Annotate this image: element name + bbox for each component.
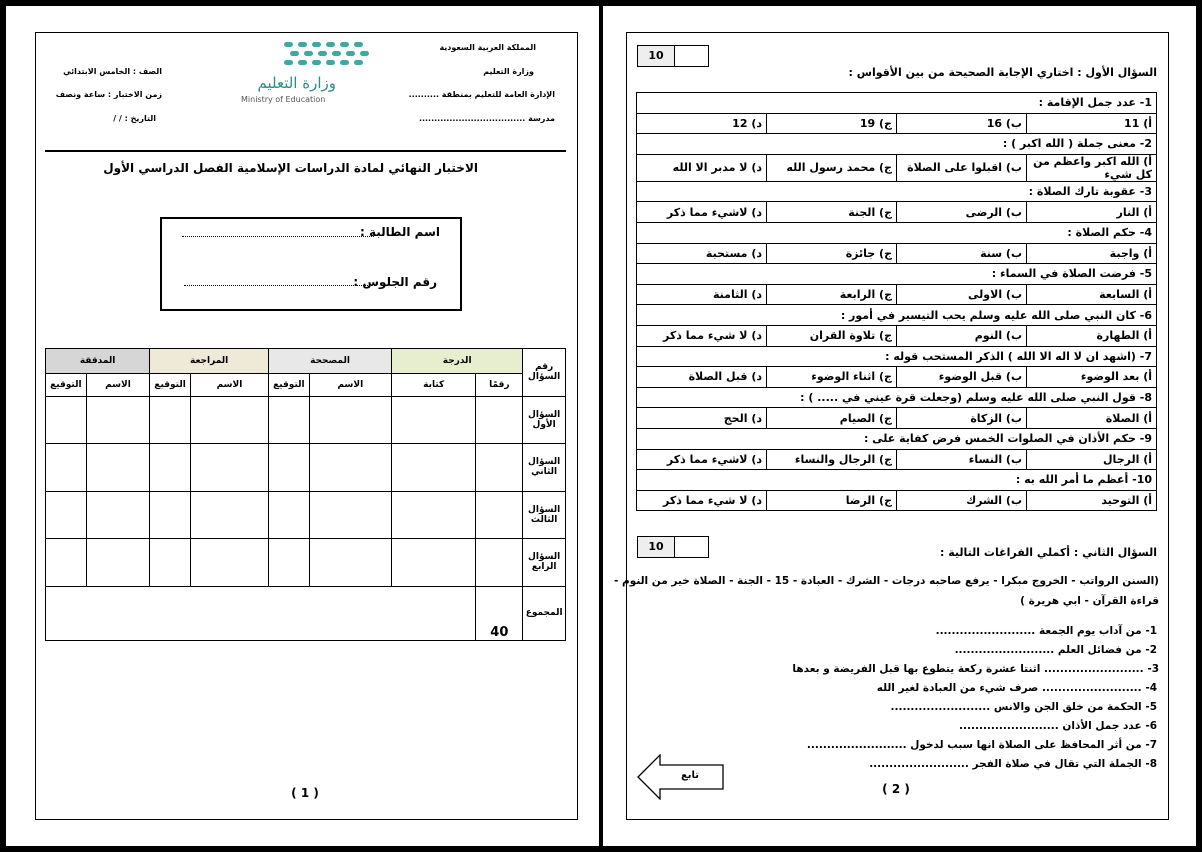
school-label: مدرسة ................................... <box>418 114 555 123</box>
option-cell[interactable]: ب) الزكاة <box>897 408 1027 429</box>
total-label: المجموع <box>523 586 566 640</box>
seat-number-field[interactable] <box>184 285 368 286</box>
options-row <box>637 202 1157 223</box>
question-stem: 7- (اشهد ان لا اله الا الله ) الذكر المستحب قوله : <box>637 346 1157 367</box>
option-cell[interactable]: أ) الله اكبر واعظم من كل شيء <box>1027 154 1157 181</box>
options-row <box>637 408 1157 429</box>
col-auditor-sign: التوقيع <box>46 373 87 396</box>
option-cell[interactable]: ج) تلاوة القران <box>767 325 897 346</box>
option-cell[interactable]: د) 12 <box>637 113 767 134</box>
fill-blank-item[interactable]: 2- من فضائل العلم ......................... <box>954 644 1157 656</box>
page-number-1: ( 1 ) <box>291 786 319 800</box>
option-cell[interactable]: ب) اقبلوا على الصلاة <box>897 154 1027 181</box>
duration-label: زمن الاختبار : ساعة ونصف <box>55 90 162 99</box>
q1-score-box <box>637 45 709 67</box>
options-row <box>637 325 1157 346</box>
ministry-label: وزارة التعليم <box>483 67 534 76</box>
option-cell[interactable]: ج) الجنة <box>767 202 897 223</box>
option-cell[interactable]: ج) اثناء الوضوء <box>767 367 897 388</box>
option-cell[interactable]: أ) واجبة <box>1027 243 1157 264</box>
fill-blank-item[interactable]: 6- عدد جمل الأذان ......................... <box>959 720 1157 732</box>
header-divider <box>45 150 566 152</box>
option-cell[interactable]: أ) الصلاة <box>1027 408 1157 429</box>
option-cell[interactable]: د) لا مدبر الا الله <box>637 154 767 181</box>
grade-label: الصف : الخامس الابتدائي <box>63 67 162 76</box>
option-cell[interactable]: ب) النوم <box>897 325 1027 346</box>
q1-score: 10 <box>638 46 675 66</box>
question-row <box>637 134 1157 155</box>
fill-blank-item[interactable]: 8- الجملة التي تقال في صلاة الفجر ......................... <box>869 758 1157 770</box>
fill-blank-item[interactable]: 3- ......................... اثنتا عشرة ركعة يتطوع بها قبل الفريضة و بعدها <box>792 663 1159 675</box>
option-cell[interactable]: أ) الطهارة <box>1027 325 1157 346</box>
seat-number-label: رقم الجلوس : <box>353 275 437 289</box>
grade-table <box>45 348 566 641</box>
option-cell[interactable]: د) لا شيء مما ذكر <box>637 490 767 511</box>
col-reviewer-name: الاسم <box>190 373 268 396</box>
col-grade-text: كتابة <box>391 373 475 396</box>
question-row <box>637 222 1157 243</box>
q2-score-box <box>637 536 709 558</box>
table-row <box>46 539 566 587</box>
question-stem: 6- كان النبي صلى الله عليه وسلم يحب التيسير في أمور : <box>637 305 1157 326</box>
option-cell[interactable]: ب) 16 <box>897 113 1027 134</box>
col-corrector-name: الاسم <box>309 373 391 396</box>
logo-english: Ministry of Education <box>241 95 326 104</box>
option-cell[interactable]: أ) بعد الوضوء <box>1027 367 1157 388</box>
options-row <box>637 449 1157 470</box>
row-label: السؤال الثالث <box>523 491 566 539</box>
col-auditor-header: المدققة <box>46 349 150 374</box>
option-cell[interactable]: ب) الرضى <box>897 202 1027 223</box>
option-cell[interactable]: ب) النساء <box>897 449 1027 470</box>
option-cell[interactable]: د) لاشيء مما ذكر <box>637 202 767 223</box>
ministry-logo-icon <box>278 40 374 70</box>
question-row <box>637 305 1157 326</box>
option-cell[interactable]: ج) الصيام <box>767 408 897 429</box>
kingdom-label: المملكة العربية السعودية <box>439 43 536 52</box>
question-stem: 5- فرضت الصلاة في السماء : <box>637 264 1157 285</box>
student-name-field[interactable] <box>182 236 374 237</box>
table-row <box>46 444 566 492</box>
logo-arabic: وزارة التعليم <box>257 74 336 92</box>
option-cell[interactable]: د) مستحبة <box>637 243 767 264</box>
question-stem: 8- قول النبي صلى الله عليه وسلم (وجعلت قرة عيني في ..... ) : <box>637 387 1157 408</box>
option-cell[interactable]: د) لا شيء مما ذكر <box>637 325 767 346</box>
q1-table <box>636 92 1157 511</box>
option-cell[interactable]: أ) الرجال <box>1027 449 1157 470</box>
option-cell[interactable]: أ) النار <box>1027 202 1157 223</box>
options-row <box>637 243 1157 264</box>
question-stem: 9- حكم الأذان في الصلوات الخمس فرض كفاية على : <box>637 428 1157 449</box>
col-question-header: رقم السؤال <box>523 349 566 397</box>
option-cell[interactable]: د) الثامنة <box>637 284 767 305</box>
row-label: السؤال الأول <box>523 396 566 444</box>
q2-word-bank-line2: قراءة القرآن - ابي هريرة ) <box>1020 595 1159 607</box>
question-stem: 4- حكم الصلاة : <box>637 222 1157 243</box>
option-cell[interactable]: ج) جائزة <box>767 243 897 264</box>
question-row <box>637 93 1157 114</box>
options-row <box>637 367 1157 388</box>
option-cell[interactable]: ب) الشرك <box>897 490 1027 511</box>
col-reviewer-header: المراجعة <box>150 349 269 374</box>
option-cell[interactable]: ج) الرضا <box>767 490 897 511</box>
student-name-label: اسم الطالبة : <box>360 225 440 239</box>
table-row <box>46 396 566 444</box>
option-cell[interactable]: د) الحج <box>637 408 767 429</box>
option-cell[interactable]: أ) 11 <box>1027 113 1157 134</box>
question-row <box>637 428 1157 449</box>
options-row <box>637 154 1157 181</box>
q2-word-bank-line1: (السنن الرواتب - الخروج مبكرا - يرفع صاحبه درجات - الشرك - العبادة - 15 - الجنة - الصلاة خير من النوم - <box>614 575 1159 587</box>
option-cell[interactable]: ج) الرجال والنساء <box>767 449 897 470</box>
admin-label: الإدارة العامة للتعليم بمنطقة .......... <box>408 90 555 99</box>
fill-blank-item[interactable]: 5- الحكمة من خلق الجن والانس ......................... <box>890 701 1157 713</box>
question-row <box>637 387 1157 408</box>
total-value: 40 <box>476 586 523 640</box>
q2-score: 10 <box>638 537 675 557</box>
fill-blank-item[interactable]: 7- من أثر المحافظ على الصلاة انها سبب لدخول ......................... <box>806 739 1157 751</box>
fill-blank-item[interactable]: 1- من آداب يوم الجمعة ......................... <box>935 625 1157 637</box>
col-corrector-header: المصححة <box>269 349 392 374</box>
option-cell[interactable]: ب) سنة <box>897 243 1027 264</box>
option-cell[interactable]: ج) محمد رسول الله <box>767 154 897 181</box>
q2-title: السؤال الثاني : أكملي الفراغات التالية : <box>940 546 1157 559</box>
question-row <box>637 470 1157 491</box>
option-cell[interactable]: ب) الاولى <box>897 284 1027 305</box>
option-cell[interactable]: د) لاشيء مما ذكر <box>637 449 767 470</box>
option-cell[interactable]: ج) الرابعة <box>767 284 897 305</box>
col-reviewer-sign: التوقيع <box>150 373 191 396</box>
table-row <box>46 491 566 539</box>
option-cell[interactable]: أ) التوحيد <box>1027 490 1157 511</box>
row-label: السؤال الثاني <box>523 444 566 492</box>
question-row <box>637 264 1157 285</box>
exam-title: الاختبار النهائي لمادة الدراسات الإسلامية الفصل الدراسي الأول <box>103 161 478 175</box>
options-row <box>637 113 1157 134</box>
q1-title: السؤال الأول : اختاري الإجابة الصحيحة من بين الأقواس : <box>848 66 1157 79</box>
option-cell[interactable]: ب) قبل الوضوء <box>897 367 1027 388</box>
options-row <box>637 490 1157 511</box>
date-label: التاريخ : / / <box>113 114 156 123</box>
col-auditor-name: الاسم <box>86 373 150 396</box>
page-number-2: ( 2 ) <box>882 782 910 796</box>
option-cell[interactable]: ج) 19 <box>767 113 897 134</box>
total-row <box>46 586 566 640</box>
question-row <box>637 346 1157 367</box>
question-stem: 3- عقوبة تارك الصلاة : <box>637 181 1157 202</box>
question-stem: 10- أعظم ما أمر الله به : <box>637 470 1157 491</box>
option-cell[interactable]: د) قبل الصلاة <box>637 367 767 388</box>
question-stem: 1- عدد جمل الإقامة : <box>637 93 1157 114</box>
col-grade-num: رقمًا <box>476 373 523 396</box>
option-cell[interactable]: أ) السابعة <box>1027 284 1157 305</box>
fill-blank-item[interactable]: 4- ......................... صرف شيء من العبادة لغير الله <box>876 682 1157 694</box>
question-stem: 2- معنى جملة ( الله اكبر ) : <box>637 134 1157 155</box>
col-grade-header: الدرجة <box>391 349 522 374</box>
question-row <box>637 181 1157 202</box>
col-corrector-sign: التوقيع <box>269 373 310 396</box>
next-label: تابع <box>680 770 700 781</box>
options-row <box>637 284 1157 305</box>
row-label: السؤال الرابع <box>523 539 566 587</box>
